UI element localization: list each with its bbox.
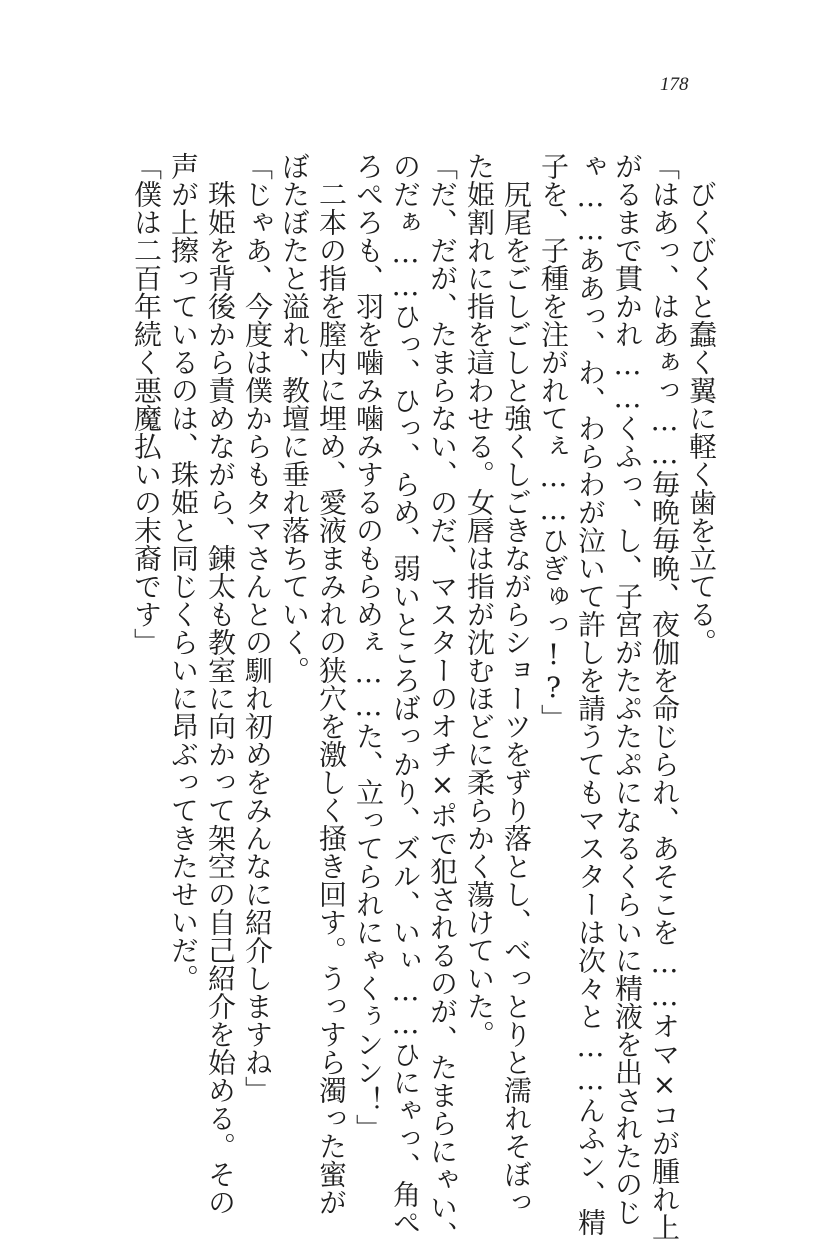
text-line: 二本の指を膣内に埋め、愛液まみれの狭穴を激しく掻き回す。うっすら濁った蜜が	[315, 180, 348, 1216]
text-line: ぼたぼたと溢れ、教壇に垂れ落ちていく。	[278, 152, 311, 684]
text-line: 「じゃあ、今度は僕からもタマさんとの馴れ初めをみんなに紹介しますね」	[241, 152, 274, 1104]
text-line: ろぺろも、羽を噛み噛みするのもらめぇ……た、立ってられにゃくぅンン！」	[352, 152, 385, 1142]
text-line: のだぁ……ひっ、ひっ、らめ、弱いところばっかり、ズル、いぃ……ひにゃっ、角ぺ	[389, 152, 422, 1236]
text-line: 「僕は二百年続く悪魔払いの末裔です」	[130, 152, 163, 656]
text-line: 珠姫を背後から責めながら、錬太も教室に向かって架空の自己紹介を始める。その	[204, 180, 237, 1216]
page-number: 178	[660, 74, 689, 95]
text-line: ゃ……ああっ、わ、わらわが泣いて許しを請うてもマスターは次々と……んふン、精	[574, 152, 607, 1236]
text-line: 子を、子種を注がれてぇ……ひぎゅっ!?」	[537, 152, 570, 732]
text-line: 声が上擦っているのは、珠姫と同じくらいに昂ぶってきたせいだ。	[167, 152, 200, 992]
text-line: 尻尾をごしごしと強くしごきながらショーツをずり落とし、べっとりと濡れそぼっ	[500, 180, 533, 1216]
text-line: 「だ、だが、たまらない、のだ、マスターのオチ×ポで犯されるのが、たまらにゃい、	[426, 152, 459, 1249]
text-line: びくびくと蠢く翼に軽く歯を立てる。	[685, 180, 718, 656]
text-line: 「はあっ、はあぁっ……毎晩毎晩、夜伽を命じられ、あそこを……オマ×コが腫れ上	[648, 152, 681, 1241]
vertical-text-body	[130, 152, 720, 1249]
text-line: た姫割れに指を這わせる。女唇は指が沈むほどに柔らかく蕩けていた。	[463, 152, 496, 1048]
text-line: がるまで貫かれ……くふっ、し、子宮がたぷたぷになるくらいに精液を出されたのじ	[611, 152, 644, 1226]
